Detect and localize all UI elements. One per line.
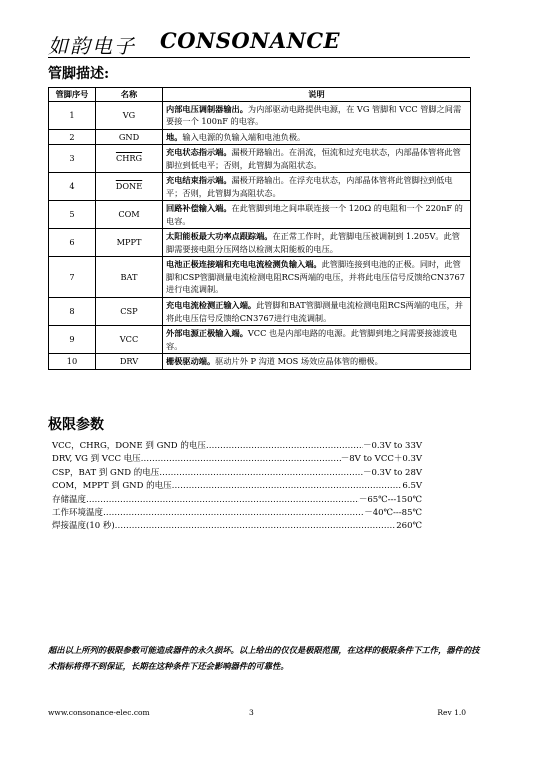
rating-value: 260℃	[396, 521, 422, 532]
pin-function: 地。	[166, 131, 183, 142]
dot-leader	[115, 520, 397, 533]
rating-value: －0.3V to 28V	[362, 467, 422, 478]
rating-value: －8V to VCC＋0.3V	[340, 454, 422, 465]
pin-name: DONE	[96, 173, 163, 201]
pin-detail: 漏极开路输出。在浮充电状态，内部晶体管将此管脚拉到低电平；否则，此管脚为高阻状态。	[166, 175, 453, 198]
pin-detail: 输入电源的负输入端和电池负极。	[182, 131, 306, 142]
list-item	[52, 494, 422, 507]
pin-description	[163, 173, 471, 201]
pin-name: MPPT	[96, 229, 163, 257]
revision-label: Rev 1.0	[437, 708, 466, 717]
rating-label: CSP，BAT 到 GND 的电压	[52, 467, 160, 478]
dot-leader	[141, 453, 341, 466]
list-item	[52, 440, 422, 453]
dot-leader	[172, 480, 403, 493]
pin-number: 1	[49, 101, 96, 129]
table-row	[49, 201, 471, 229]
brand-english-name: CONSONANCE	[160, 28, 341, 53]
pin-detail: 此管脚连接到电池的正极。同时，此管脚和CSP管脚测量电流检测电阻RCS两端的电压，并将此电压信号反馈给CN3767进行电流调制。	[166, 259, 465, 295]
table-row	[49, 145, 471, 173]
pin-detail: VCC 也是内部电路的电源。此管脚到地之间需要接滤波电容。	[166, 328, 458, 351]
dot-leader	[103, 507, 364, 520]
pin-function: 内部电压调制器输出。	[166, 103, 248, 114]
list-item	[52, 480, 422, 493]
dot-leader	[206, 440, 363, 453]
pin-function: 电池正极连接端和充电电流检测负输入端。	[166, 259, 322, 270]
pin-number: 2	[49, 129, 96, 145]
header-divider	[48, 57, 470, 58]
table-row	[49, 354, 471, 370]
pin-description	[163, 298, 471, 326]
rating-label: 工作环境温度	[52, 507, 104, 518]
column-header-pin-number: 管脚序号	[49, 88, 96, 102]
pin-name: GND	[96, 129, 163, 145]
table-row	[49, 173, 471, 201]
pin-detail: 在正常工作时，此管脚电压被调制到 1.205V。此管脚需要接电阻分压网络以检测太阳能板的电压。	[166, 231, 460, 254]
pin-name: VG	[96, 101, 163, 129]
page-number: 3	[249, 708, 254, 717]
dot-leader	[159, 467, 363, 480]
list-item	[52, 520, 422, 533]
pin-detail: 为内部驱动电路提供电源，在 VG 管脚和 VCC 管脚之间需要接一个 100nF 的电容。	[166, 103, 462, 126]
pin-name: BAT	[96, 257, 163, 298]
pin-number: 9	[49, 326, 96, 354]
pin-function: 太阳能板最大功率点跟踪端。	[166, 231, 273, 241]
pin-number: 7	[49, 257, 96, 298]
pin-name: DRV	[96, 354, 163, 370]
pin-number: 3	[49, 145, 96, 173]
pin-function: 外部电源正极输入端。	[166, 328, 248, 338]
table-row	[49, 101, 471, 129]
pin-description	[163, 129, 471, 145]
footer-website: www.consonance-elec.com	[48, 708, 150, 717]
rating-label: COM，MPPT 到 GND 的电压	[52, 481, 172, 492]
rating-value: －40℃---85℃	[364, 507, 422, 518]
pin-function: 充电状态指示端。	[166, 147, 232, 157]
column-header-description: 说明	[163, 88, 471, 102]
pin-description	[163, 145, 471, 173]
rating-label: 存储温度	[52, 494, 87, 505]
table-row	[49, 326, 471, 354]
absolute-max-ratings-title: 极限参数	[48, 417, 104, 433]
list-item	[52, 467, 422, 480]
absolute-max-ratings-list	[52, 440, 422, 534]
brand-chinese-name: 如韵电子	[48, 34, 136, 58]
rating-label: DRV, VG 到 VCC 电压	[52, 454, 141, 465]
table-row	[49, 129, 471, 145]
pin-detail: 漏极开路输出。在涓流，恒流和过充电状态，内部晶体管将此管脚拉到低电平；否则，此管脚为高阻状态。	[166, 147, 461, 170]
pin-description-table	[48, 87, 471, 370]
pin-detail: 驱动片外 P 沟道 MOS 场效应晶体管的栅极。	[215, 356, 383, 366]
pin-name: VCC	[96, 326, 163, 354]
pin-function: 回路补偿输入端。	[166, 203, 232, 213]
pin-description	[163, 354, 471, 370]
list-item	[52, 453, 422, 466]
pin-number: 6	[49, 229, 96, 257]
pin-number: 8	[49, 298, 96, 326]
rating-value: －65℃---150℃	[358, 494, 422, 505]
pin-description-title: 管脚描述:	[48, 66, 110, 82]
dot-leader	[86, 494, 359, 507]
table-header-row	[49, 88, 471, 102]
rating-value: 6.5V	[402, 481, 422, 492]
table-row	[49, 257, 471, 298]
rating-label: 焊接温度(10 秒)	[52, 521, 115, 532]
pin-number: 4	[49, 173, 96, 201]
column-header-name: 名称	[96, 88, 163, 102]
pin-number: 10	[49, 354, 96, 370]
list-item	[52, 507, 422, 520]
rating-label: VCC，CHRG，DONE 到 GND 的电压	[52, 441, 206, 451]
pin-detail: 在此管脚到地之间串联连接一个 120Ω 的电阻和一个 220nF 的电容。	[166, 203, 463, 226]
table-row	[49, 298, 471, 326]
pin-description	[163, 201, 471, 229]
pin-function: 栅极驱动端。	[166, 356, 216, 366]
pin-name: CSP	[96, 298, 163, 326]
pin-name: COM	[96, 201, 163, 229]
pin-number: 5	[49, 201, 96, 229]
table-row	[49, 229, 471, 257]
page-header	[48, 28, 488, 58]
pin-description	[163, 257, 471, 298]
pin-description	[163, 101, 471, 129]
pin-detail: 此管脚和BAT管脚测量电流检测电阻RCS两端的电压，并将此电压信号反馈给CN3767进行电流调制。	[166, 300, 463, 323]
pin-function: 充电结束指示端。	[166, 175, 232, 185]
rating-value: －0.3V to 33V	[362, 441, 422, 451]
warning-note: 超出以上所列的极限参数可能造成器件的永久损坏。以上给出的仅仅是极限范围，在这样的极限条件下工作，器件的技术指标将得不到保证，长期在这种条件下还会影响器件的可靠性。	[48, 645, 480, 671]
pin-function: 充电电流检测正输入端。	[166, 300, 257, 310]
pin-name: CHRG	[96, 145, 163, 173]
pin-description	[163, 229, 471, 257]
pin-description	[163, 326, 471, 354]
